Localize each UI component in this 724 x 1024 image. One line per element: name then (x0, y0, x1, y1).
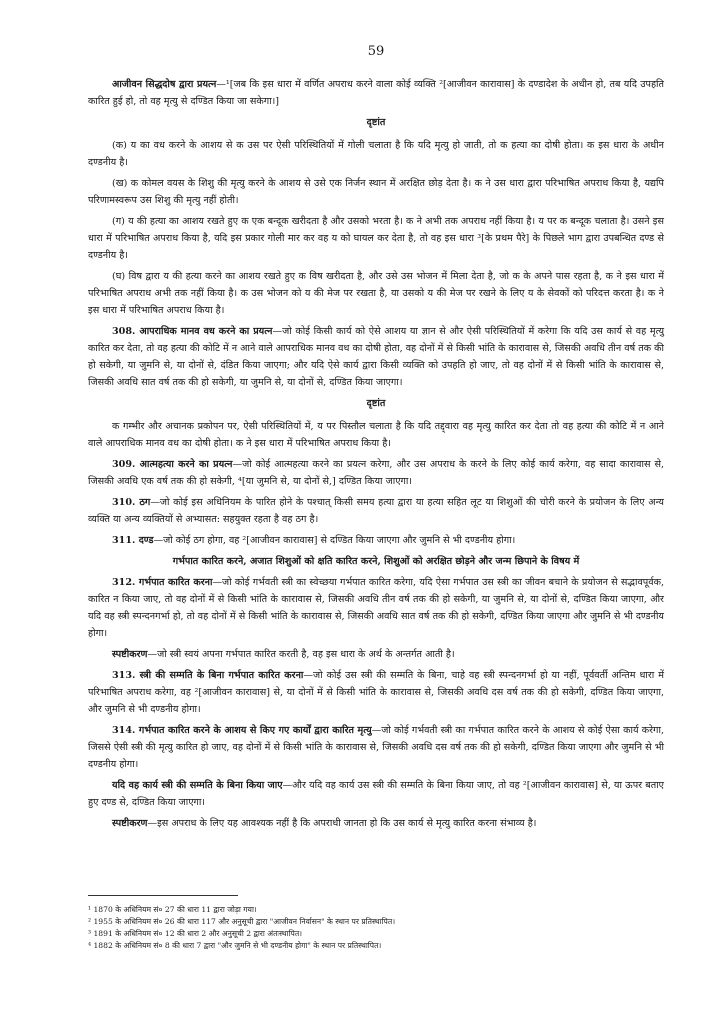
illustration-gha: (घ) विष द्वारा य की हत्या करने का आशय रखते हुए क विष खरीदता है, और उसे उस भोजन में मिला देता है, जो क के अपने पास रहता है, क ने इस धारा में परिभाषित अपराध अभी तक नहीं किया है। क उस भोजन को य की मेज पर रखता है, या उसको य की मेज पर रखने के लिए य के सेवकों को परिदत्त करता है। क ने इस धारा में परिभाषित अपराध किया है। (88, 271, 664, 316)
illustration-heading: दृष्टांत (366, 117, 386, 128)
section-309: 309. आत्महत्या करने का प्रयत्न—जो कोई आत्महत्या करने का प्रयत्न करेगा, और उस अपराध के करने के लिए कोई कार्य करेगा, वह सादा कारावास से, जिसकी अवधि एक वर्ष तक की हो सकेगी, ⁴[या जुमनि से, या दोनों से,] दण्डित किया जाएगा। (88, 459, 665, 487)
footnote-4: ⁴ 1882 के अधिनियम सं० 8 की धारा 7 द्वारा "और जुमनि से भी दण्डनीय होगा" के स्थान पर प्रतिस्थापित। (88, 941, 382, 950)
section-311: 311. दण्ड—जो कोई ठग होगा, वह ²[आजीवन कारावास] से दण्डित किया जाएगा और जुमनि से भी दण्डनीय होगा। (112, 535, 516, 546)
chapter-subheading: गर्भपात कारित करने, अजात शिशुओं को क्षति कारित करने, शिशुओं को अरक्षित छोड़ने और जन्म छिपाने के विषय में (172, 556, 580, 567)
section-307-continuation: आजीवन सिद्धदोष द्वारा प्रयत्न—¹[जब कि इस धारा में वर्णित अपराध करने वाला कोई व्यक्ति ²[आजीवन कारावास] के दण्डादेश के अधीन हो, तब यदि उपहति कारित हुई हो, तो वह मृत्यु से दण्डित किया जा सकेगा।] (88, 79, 664, 107)
section-308: 308. आपराधिक मानव वध करने का प्रयत्न—जो कोई किसी कार्य को ऐसे आशय या ज्ञान से और ऐसी परिस्थितियों में करेगा कि यदि उस कार्य से वह मृत्यु कारित कर देता, तो वह हत्या की कोटि में न आने वाले आपराधिक मानव वध का दोषी होता, वह दोनों में से किसी भांति के कारावास से, जिसकी अवधि तीन वर्ष तक की हो सकेगी, या जुमनि से, या दोनों से, दंडित किया जाएगा; और यदि ऐसे कार्य द्वारा किसी व्यक्ति को उपहति हो जाए, तो वह दोनों में से किसी भांति के कारावास से, जिसकी अवधि सात वर्ष तक की हो सकेगी, या जुमनि से, या दोनों से, दण्डित किया जाएगा। (88, 326, 665, 388)
footnote-divider (88, 895, 238, 896)
section-314: 314. गर्भपात कारित करने के आशय से किए गए कार्यों द्वारा कारित मृत्यु—जो कोई गर्भवती स्त्री का गर्भपात कारित करने के आशय से कोई ऐसा कार्य करेगा, जिससे ऐसी स्त्री की मृत्यु कारित हो जाए, वह दोनों में से किसी भांति के कारावास से, जिसकी अवधि दस वर्ष तक की हो सकेगी, दण्डित किया जाएगा और जुमनि से भी दण्डनीय होगा। (88, 725, 664, 770)
illustration-heading: दृष्टांत (366, 398, 386, 409)
section-314-proviso: यदि वह कार्य स्त्री की सम्मति के बिना किया जाए—और यदि वह कार्य उस स्त्री की सम्मति के बिना किया जाए, तो वह ²[आजीवन कारावास] से, या ऊपर बताए हुए दण्ड से, दण्डित किया जाएगा। (88, 780, 664, 808)
illustration-kha: (ख) क कोमल वयस के शिशु की मृत्यु करने के आशय से उसे एक निर्जन स्थान में अरक्षित छोड़ देता है। क ने उस धारा द्वारा परिभाषित अपराध किया है, यद्यपि परिणामस्वरूप उस शिशु की मृत्यु नहीं होती। (88, 178, 664, 206)
page-number: 59 (367, 44, 385, 59)
footnotes (88, 904, 664, 952)
illustration-ga: (ग) य की हत्या का आशय रखते हुए क एक बन्दूक खरीदता है और उसको भरता है। क ने अभी तक अपराध नहीं किया है। य पर क बन्दूक चलाता है। उसने इस धारा में परिभाषित अपराध किया है, यदि इस प्रकार गोली मार कर वह य को घायल कर देता है, तो वह इस धारा ³[के प्रथम पैरे] के पिछले भाग द्वारा उपबन्धित दण्ड से दण्डनीय है। (88, 216, 664, 261)
section-313: 313. स्त्री की सम्मति के बिना गर्भपात कारित करना—जो कोई उस स्त्री की सम्मति के बिना, चाहे वह स्त्री स्पन्दनगर्भा हो या नहीं, पूर्ववर्ती अन्तिम धारा में परिभाषित अपराध करेगा, वह ²[आजीवन कारावास] से, या दोनों में से किसी भांति के कारावास से, जिसकी अवधि दस वर्ष तक की हो सकेगी, दण्डित किया जाएगा, और जुमनि से भी दण्डनीय होगा। (88, 670, 664, 715)
explanation-312: स्पष्टीकरण—जो स्त्री स्वयं अपना गर्भपात कारित करती है, वह इस धारा के अर्थ के अन्तर्गत आती है। (112, 649, 455, 660)
explanation-314: स्पष्टीकरण—इस अपराध के लिए यह आवश्यक नहीं है कि अपराधी जानता हो कि उस कार्य से मृत्यु कारित करना संभाव्य है। (112, 818, 537, 829)
footnote-2: ² 1955 के अधिनियम सं० 26 की धारा 117 और अनुसूची द्वारा "आजीवन निर्वासन" के स्थान पर प्रतिस्थापित। (88, 917, 396, 926)
footnote-1: ¹ 1870 के अधिनियम सं० 27 की धारा 11 द्वारा जोड़ा गया। (88, 905, 257, 914)
section-312: 312. गर्भपात कारित करना—जो कोई गर्भवती स्त्री का स्वेच्छया गर्भपात कारित करेगा, यदि ऐसा गर्भपात उस स्त्री का जीवन बचाने के प्रयोजन से सद्भावपूर्वक, कारित न किया जाए, तो वह दोनों में से किसी भांति के कारावास से, जिसकी अवधि तीन वर्ष तक की हो सकेगी, या जुमनि से, या दोनों से, दण्डित किया जाएगा, और यदि वह स्त्री स्पन्दनगर्भा हो, तो वह दोनों में से किसी भांति के कारावास से, जिसकी अवधि सात वर्ष तक की हो सकेगी, दण्डित किया जाएगा और जुमनि से भी दण्डनीय होगा। (88, 577, 664, 639)
illustration-308: क गम्भीर और अचानक प्रकोपन पर, ऐसी परिस्थितियों में, य पर पिस्तौल चलाता है कि यदि तद्द्वारा वह मृत्यु कारित कर देता तो वह हत्या की कोटि में न आने वाले आपराधिक मानव वध का दोषी होता। क ने इस धारा में परिभाषित अपराध किया है। (88, 421, 664, 449)
section-310: 310. ठग—जो कोई इस अधिनियम के पारित होने के पश्चात् किसी समय हत्या द्वारा या हत्या सहित लूट या शिशुओं की चोरी करने के प्रयोजन के लिए अन्य व्यक्ति या अन्य व्यक्तियों से अभ्यासत: सहयुक्त रहता है वह ठग है। (88, 497, 664, 525)
document-body (88, 76, 664, 836)
footnote-3: ³ 1891 के अधिनियम सं० 12 की धारा 2 और अनुसूची 2 द्वारा अंतःस्थापित। (88, 929, 303, 938)
illustration-ka: (क) य का वध करने के आशय से क उस पर ऐसी परिस्थितियों में गोली चलाता है कि यदि मृत्यु हो जाती, तो क हत्या का दोषी होता। क इस धारा के अधीन दण्डनीय है। (88, 140, 664, 168)
